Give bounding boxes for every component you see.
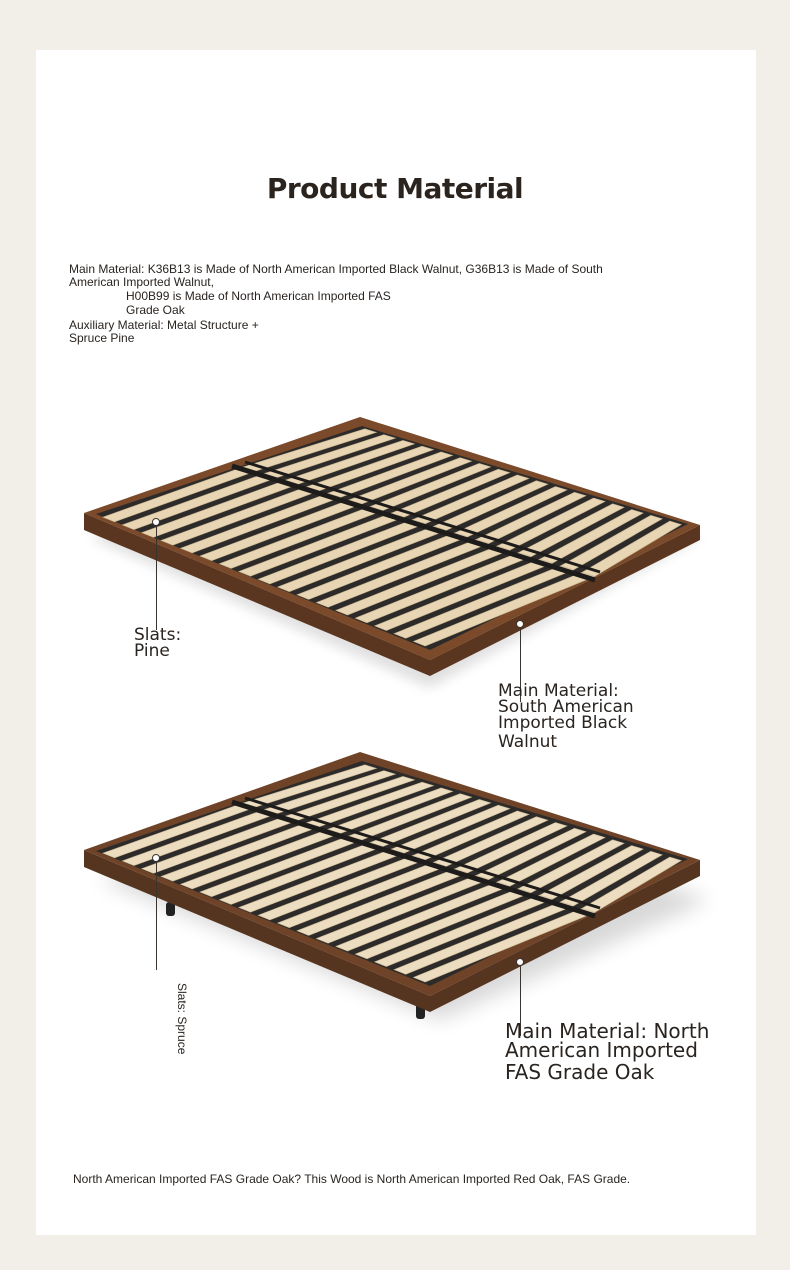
walnut-bed-frame-image — [0, 400, 790, 700]
main-material-text-1: Main Material: K36B13 is Made of North American Imported Black Walnut, G36B13 is Made of South — [69, 262, 603, 276]
aux-material-text-1: Auxiliary Material: Metal Structure + — [69, 318, 259, 332]
page-title: Product Material — [266, 172, 524, 205]
bed1-main-label-2: South American — [498, 697, 634, 717]
footer-note: North American Imported FAS Grade Oak? This Wood is North American Imported Red Oak, FAS Grade. — [73, 1172, 631, 1186]
main-material-text-4: Grade Oak — [126, 303, 185, 317]
bed2-main-label-3: FAS Grade Oak — [505, 1060, 655, 1084]
main-material-text-3: H00B99 is Made of North American Imported FAS — [126, 289, 391, 303]
oak-bed-frame-image — [0, 740, 790, 1043]
slats-marker-dot — [152, 518, 160, 526]
frame-marker-dot — [516, 620, 524, 628]
frame-marker-dot-2 — [516, 958, 524, 966]
bed1-main-label-1: Main Material: — [498, 681, 619, 701]
bed2-main-label-1: Main Material: North — [505, 1019, 710, 1043]
aux-material-text-2: Spruce Pine — [69, 331, 135, 345]
bed2-main-label-2: American Imported — [505, 1038, 698, 1062]
bed1-main-label-3: Imported Black — [498, 713, 628, 733]
slats-marker-dot-2 — [152, 854, 160, 862]
slats-leader-line-2 — [156, 862, 157, 970]
bed2-slats-label: Slats: Spruce — [175, 983, 189, 1055]
slats-leader-line — [156, 526, 157, 630]
bed1-slats-label-2: Pine — [134, 641, 170, 661]
bed1-main-label-4: Walnut — [498, 732, 558, 752]
bed1-slats-label-1: Slats: — [134, 625, 182, 645]
main-material-text-2: American Imported Walnut, — [69, 275, 214, 289]
